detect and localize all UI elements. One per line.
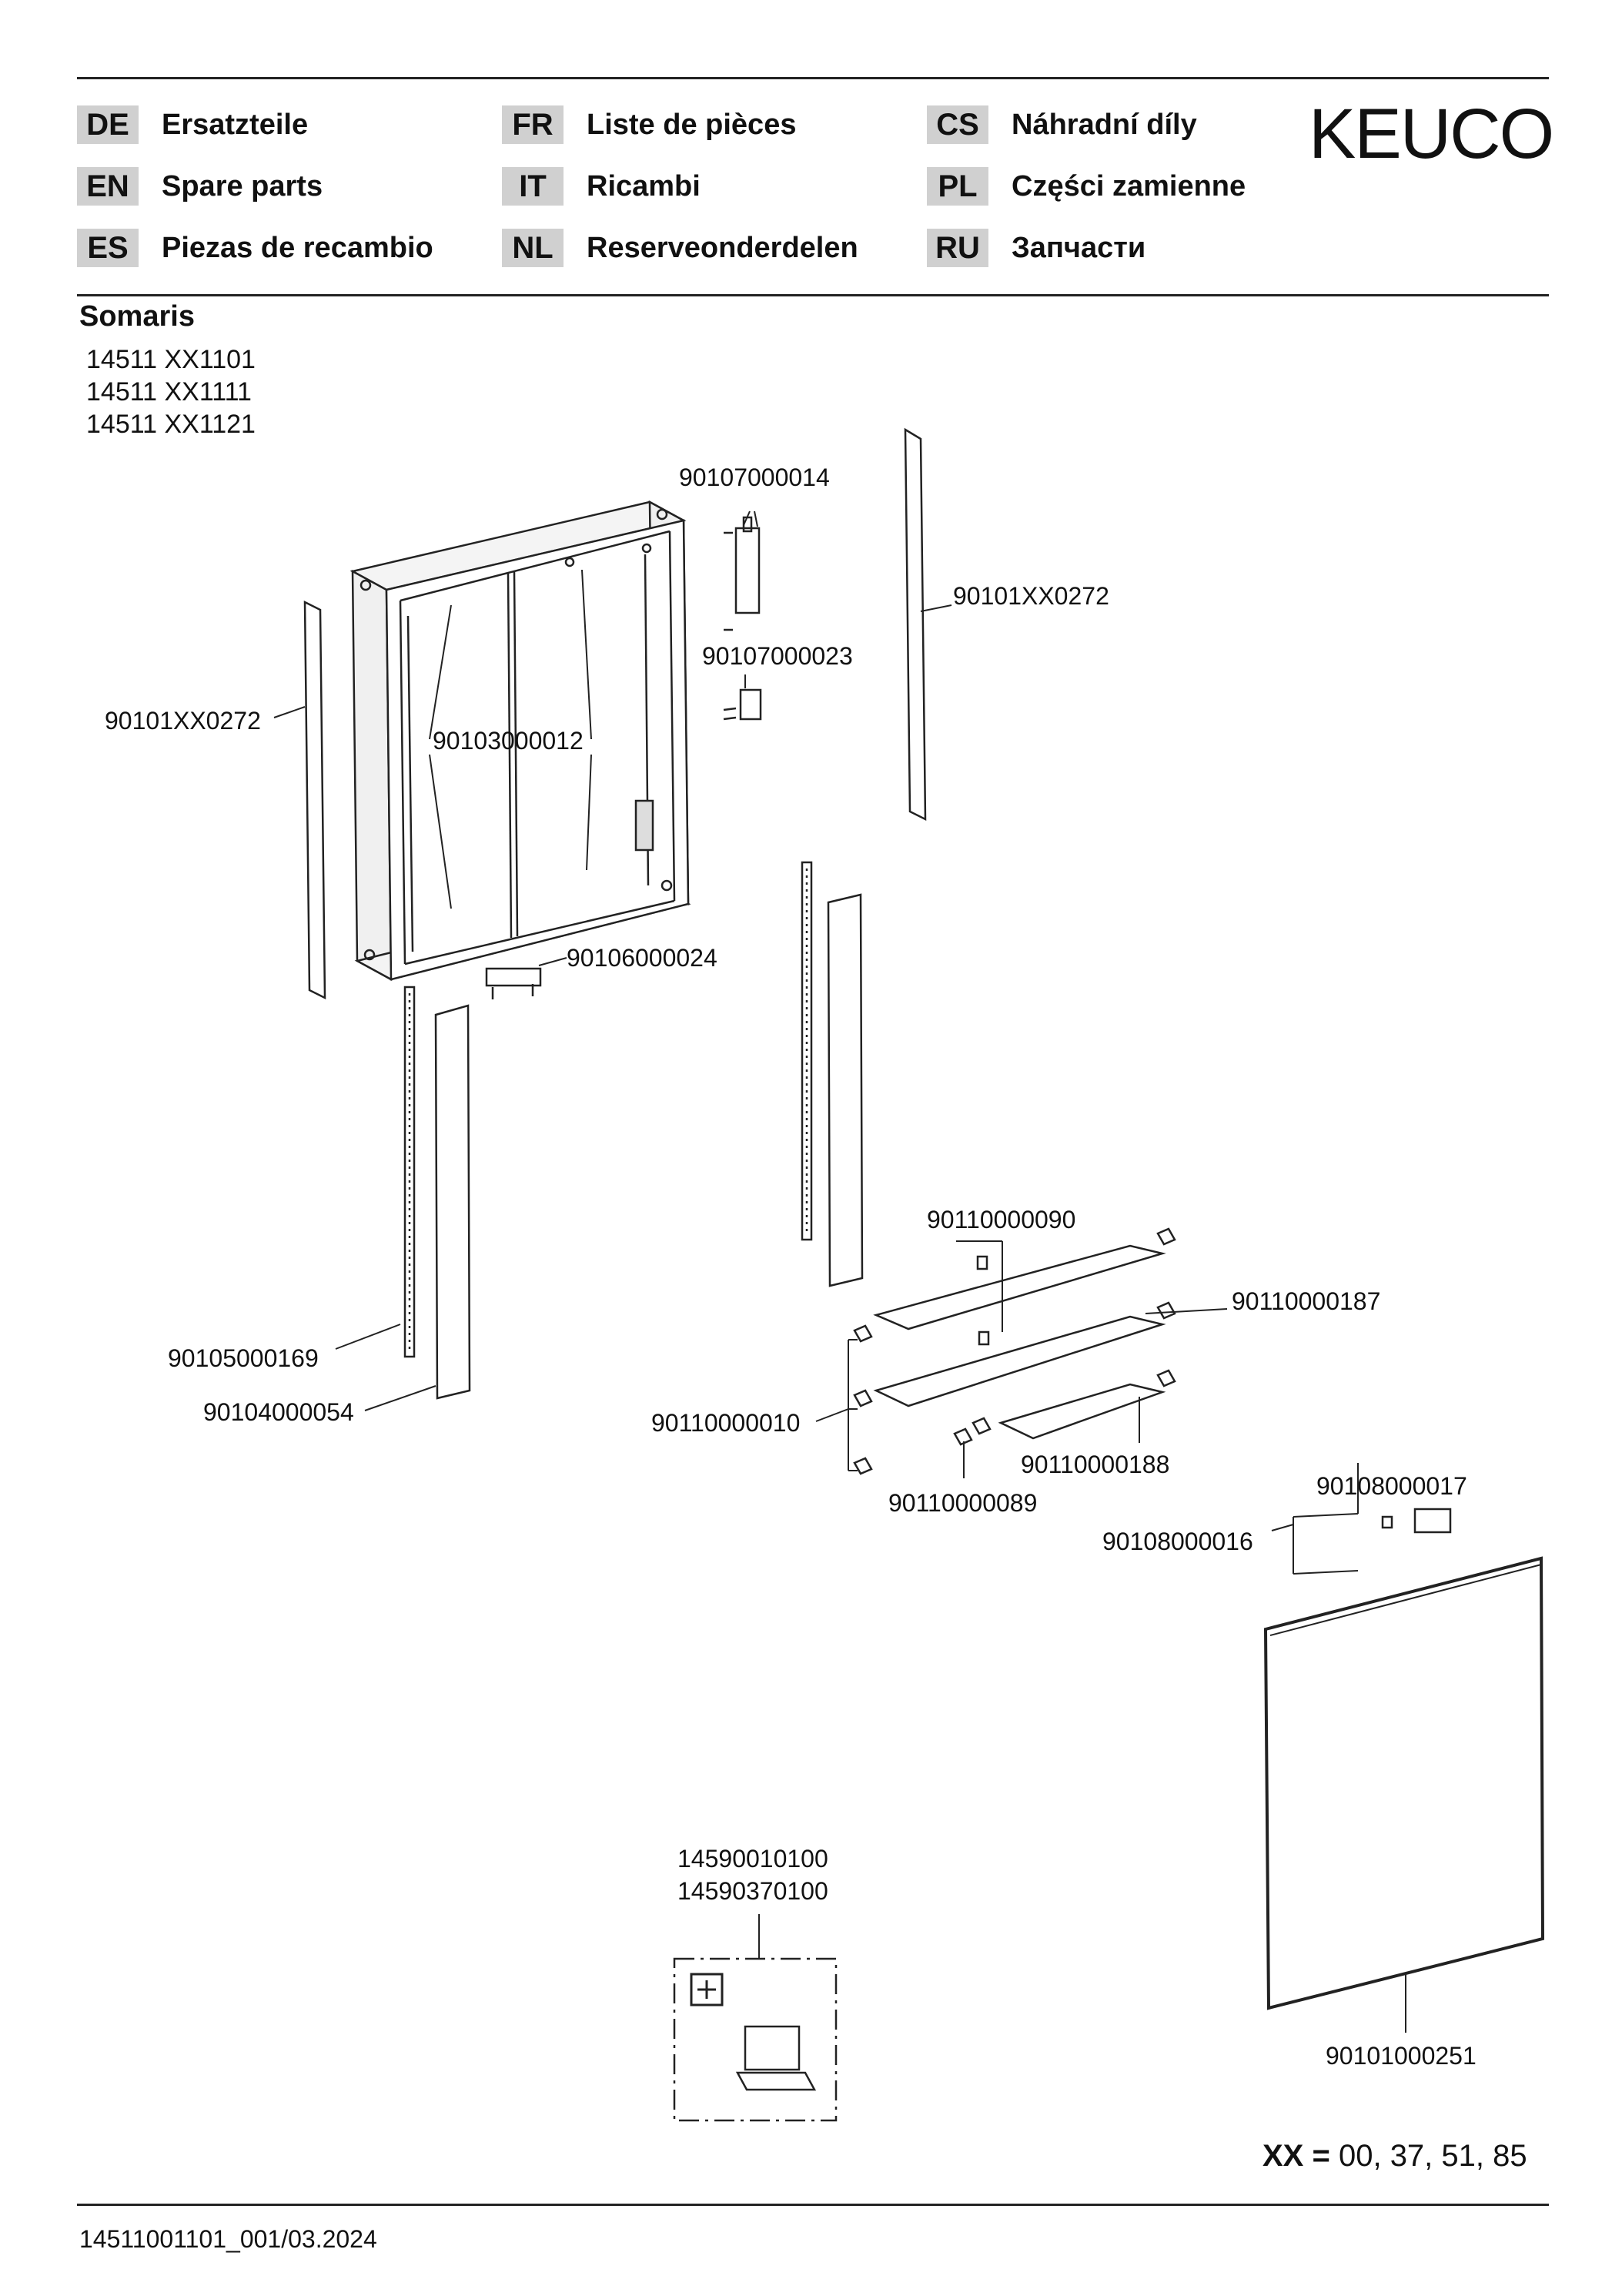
model-number: 14511 XX1101 <box>86 345 256 374</box>
part-number: 90110000089 <box>888 1489 1038 1517</box>
lang-name: Ersatzteile <box>162 108 309 141</box>
brand-logo: KEUCO <box>1309 95 1553 173</box>
lang-code: CS <box>927 105 988 144</box>
lang-code: IT <box>502 167 564 206</box>
part-number: 90108000016 <box>1102 1528 1253 1555</box>
lang-name: Ricambi <box>587 169 701 202</box>
cover-strip-left <box>436 1006 470 1398</box>
part-number: 90107000014 <box>679 464 830 491</box>
lang-name: Liste de pièces <box>587 108 797 141</box>
side-panel-left <box>305 602 325 998</box>
variant-values: 00, 37, 51, 85 <box>1338 2139 1527 2173</box>
cover-strip-right <box>828 895 862 1286</box>
lang-name: Części zamienne <box>1012 169 1246 202</box>
model-number: 14511 XX1111 <box>86 377 252 407</box>
bottom-clip <box>487 969 540 999</box>
lang-name: Spare parts <box>162 169 323 202</box>
side-panel-right <box>905 430 925 819</box>
product-title: Somaris <box>79 300 195 333</box>
lang-code: RU <box>927 229 988 267</box>
document-id: 14511001101_001/03.2024 <box>79 2225 377 2253</box>
lang-code: NL <box>502 229 564 267</box>
glass-shelf-top <box>876 1246 1162 1329</box>
lang-code: DE <box>77 105 139 144</box>
part-number: 90110000187 <box>1232 1287 1381 1315</box>
model-number: 14511 XX1121 <box>86 410 256 439</box>
lang-code: ES <box>77 229 139 267</box>
part-number: 90110000188 <box>1021 1451 1170 1478</box>
part-number: 90103000012 <box>433 727 584 755</box>
part-number: 90105000169 <box>168 1344 319 1372</box>
lang-code: PL <box>927 167 988 206</box>
part-number: 90110000090 <box>927 1206 1076 1233</box>
part-number: 90108000017 <box>1316 1472 1467 1500</box>
lang-name: Náhradní díly <box>1012 108 1197 141</box>
part-number: 90106000024 <box>567 944 717 972</box>
part-number: 90101XX0272 <box>105 707 261 735</box>
part-number: 90101000251 <box>1326 2042 1477 2070</box>
part-number: 90101XX0272 <box>953 582 1109 610</box>
rail-right <box>802 862 811 1240</box>
variant-prefix: XX = <box>1262 2139 1330 2173</box>
part-number: 90104000054 <box>203 1398 354 1426</box>
part-number: 14590010100 <box>677 1845 828 1873</box>
lang-name: Запчасти <box>1012 231 1146 264</box>
lang-name: Reserveonderdelen <box>587 231 858 264</box>
lang-code: EN <box>77 167 139 206</box>
part-number: 90107000023 <box>702 642 853 670</box>
mount-clip <box>1383 1509 1450 1532</box>
variant-colors <box>1262 2139 1527 2174</box>
laptop-icon <box>737 2027 814 2090</box>
lang-code: FR <box>502 105 564 144</box>
lang-name: Piezas de recambio <box>162 231 433 264</box>
rail-left <box>405 987 414 1357</box>
plus-box-icon <box>691 1974 722 2005</box>
glass-shelf-small <box>1001 1384 1162 1438</box>
part-number: 90110000010 <box>651 1409 801 1437</box>
hinge-part <box>724 517 761 719</box>
part-number: 14590370100 <box>677 1877 828 1905</box>
